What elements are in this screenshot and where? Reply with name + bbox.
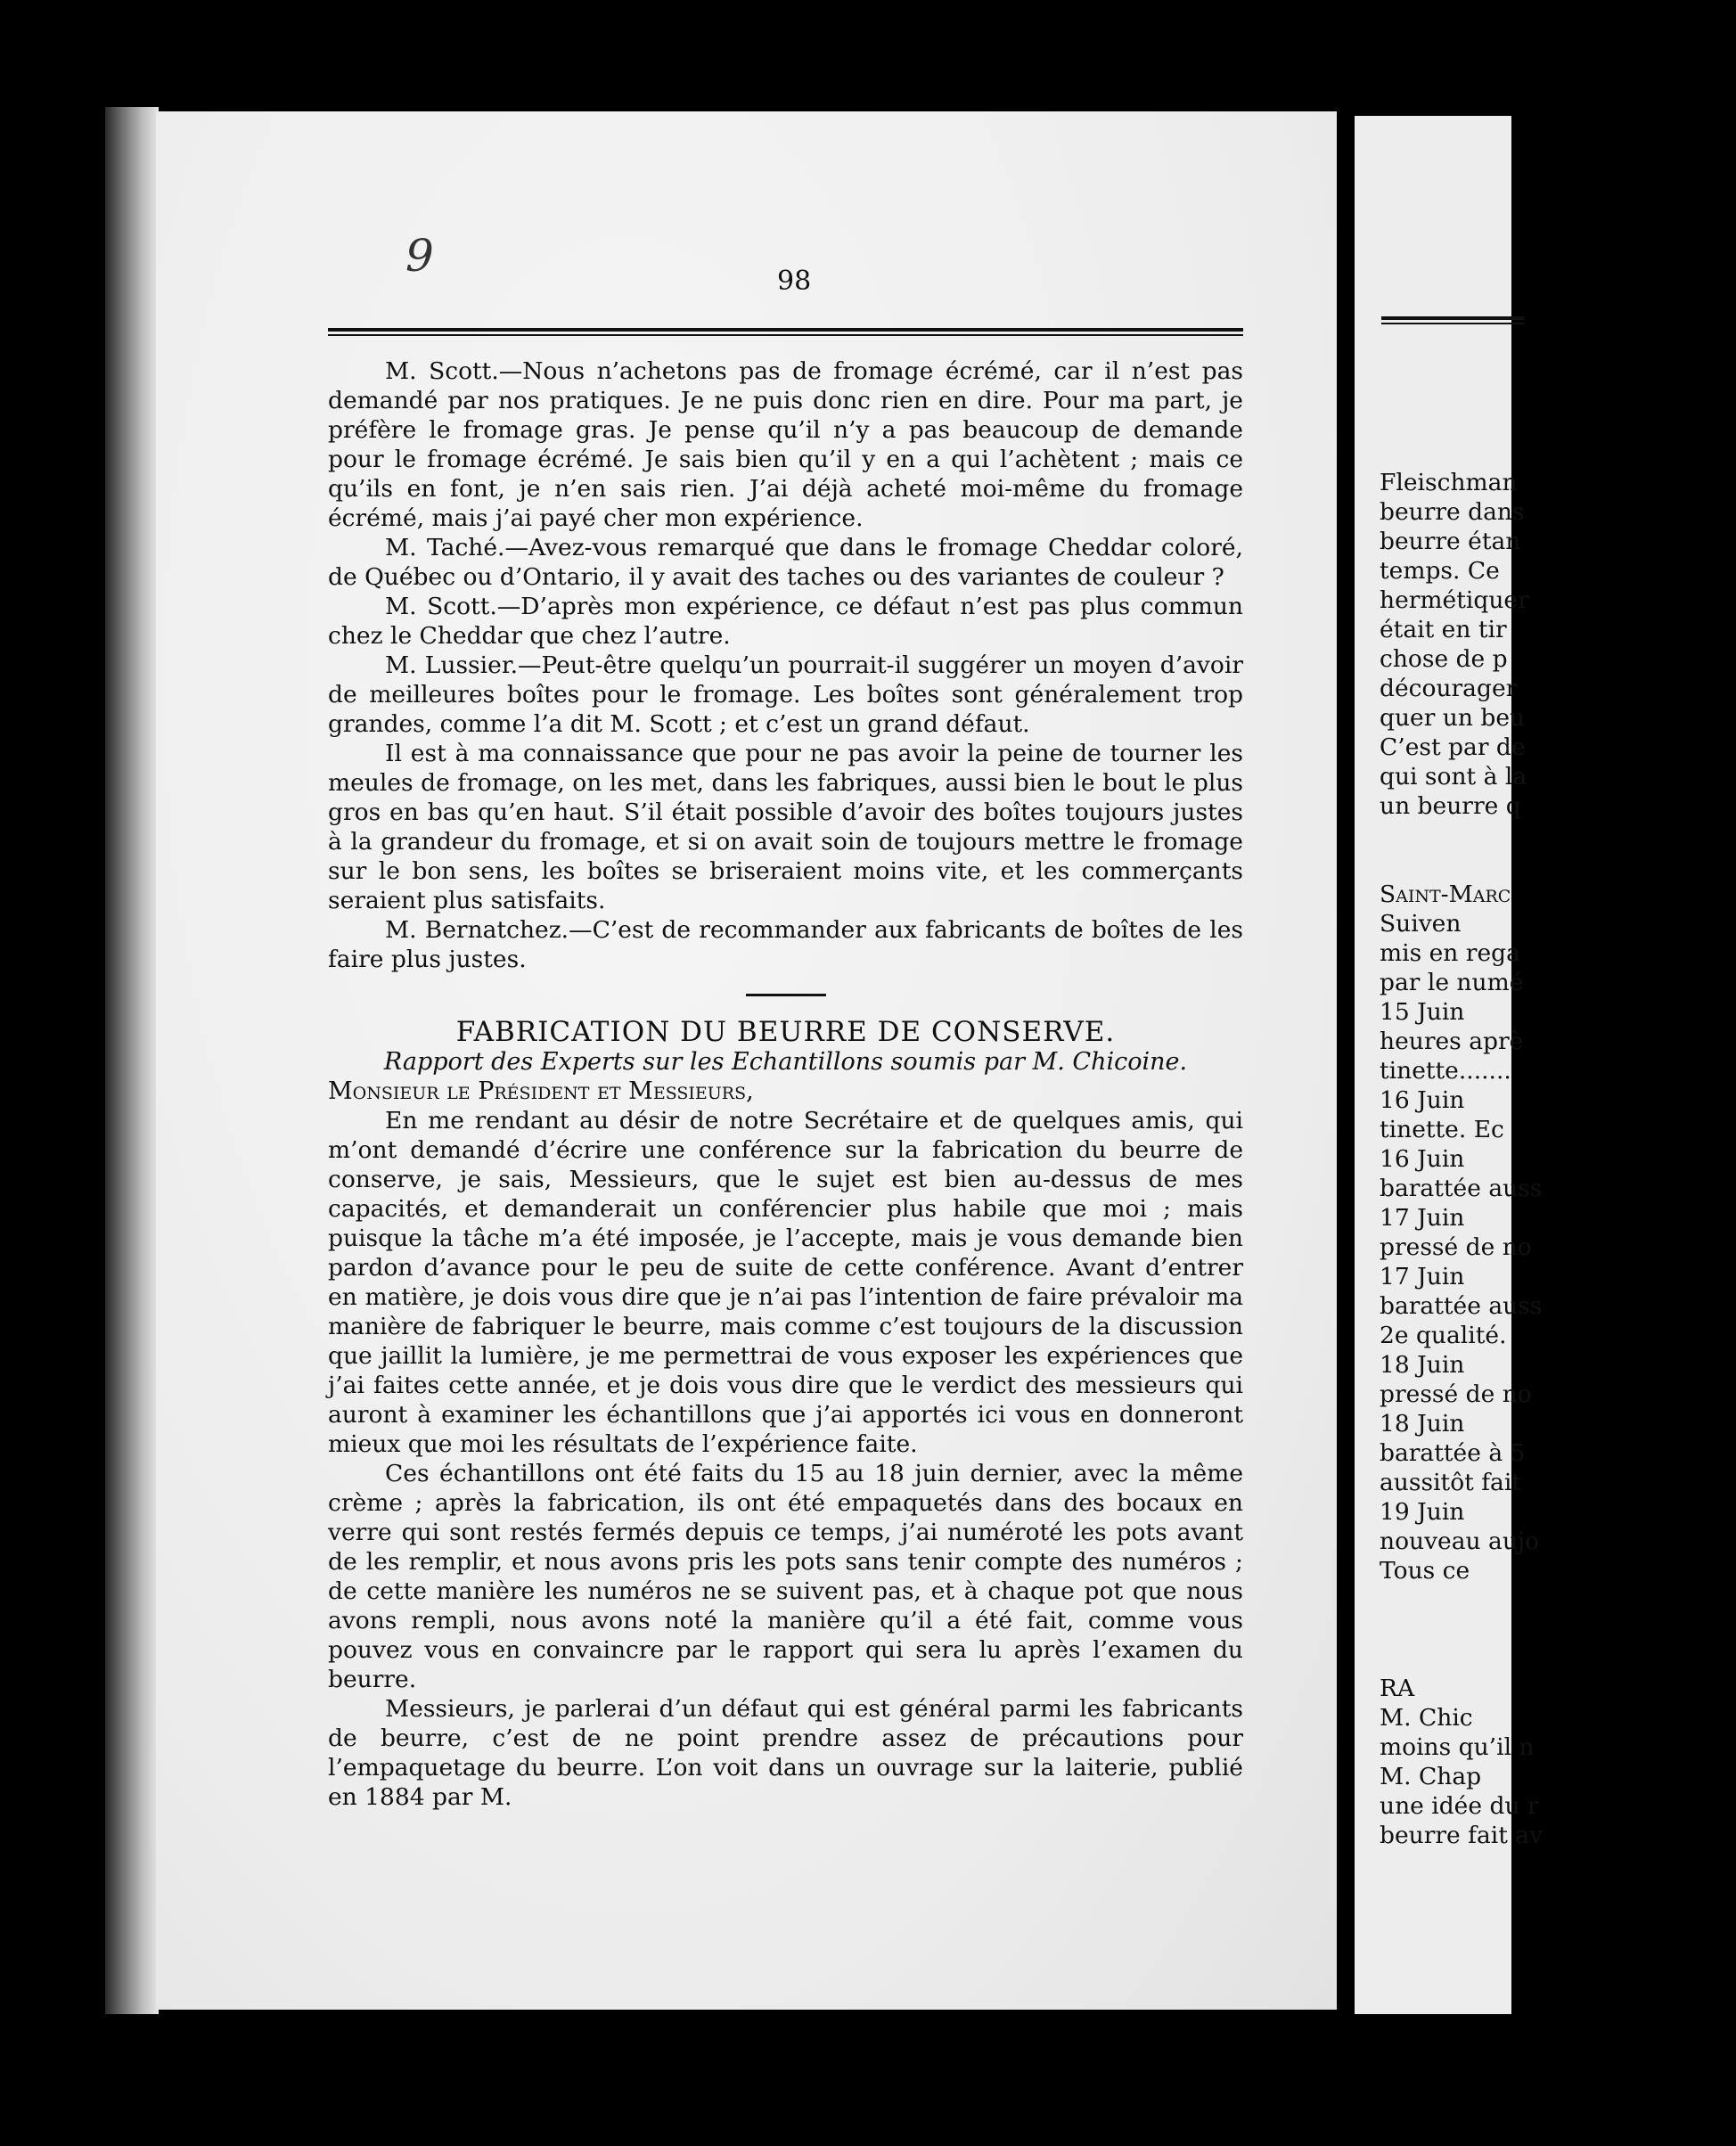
paragraph: M. Taché.—Avez-vous remarqué que dans le fromage Cheddar coloré, de Québec ou d’Ontario, il y avait des taches ou des variantes de couleur ? <box>328 534 1243 591</box>
next-page-line: chose de p <box>1380 645 1508 673</box>
section-subtitle: Rapport des Experts sur les Echantillons soumis par M. Chicoine. <box>383 1048 1188 1076</box>
next-page-line: barattée à 5 <box>1380 1439 1526 1467</box>
next-page-line: Tous ce <box>1380 1557 1470 1585</box>
next-page-line: 15 Juin <box>1380 998 1465 1026</box>
next-page-line <box>1380 821 1736 850</box>
paragraph: M. Scott.—D’après mon expérience, ce défaut n’est pas plus commun chez le Cheddar que chez l’autre. <box>328 593 1243 650</box>
next-page-line: 2e qualité. <box>1380 1322 1507 1349</box>
next-page-line: 17 Juin <box>1380 1263 1465 1290</box>
next-page-line: barattée auss <box>1380 1175 1543 1202</box>
salutation: Monsieur le Président et Messieurs, <box>328 1077 754 1105</box>
next-page-line: M. Chic <box>1380 1704 1473 1732</box>
paragraph: M. Bernatchez.—C’est de recommander aux fabricants de boîtes de les faire plus justes. <box>328 916 1243 973</box>
paragraph: En me rendant au désir de notre Secrétaire et de quelques amis, qui m’ont demandé d’écrire une conférence sur la fabrication du beurre de conserve, je sais, Messieurs, que le sujet est bien au-dessus de mes capacités, et demanderait un conférencier plus habile que moi ; mais puisque la tâche m’a été imposée, je l’accepte, mais je vous demande bien pardon d’avance pour le peu de suite de cette conférence. Avant d’entrer en matière, je dois vous dire que je n’ai pas l’intention de faire prévaloir ma manière de fabriquer le beurre, mais comme c’est toujours de la discussion que jaillit la lumière, je me permettrai de vous exposer les expériences que j’ai faites cette année, et je dois vous dire que le verdict des messieurs qui auront à examiner les échantillons que j’ai apportés ici vous en donneront mieux que moi les résultats de l’expérience faite. <box>328 1107 1243 1458</box>
next-page-line: aussitôt fait <box>1380 1469 1521 1496</box>
next-page-line: tinette. Ec <box>1380 1116 1504 1143</box>
next-page-line: pressé de no <box>1380 1380 1532 1408</box>
next-page-line: barattée auss <box>1380 1292 1543 1320</box>
next-page-line: nouveau aujo <box>1380 1528 1540 1555</box>
next-page-line: RA <box>1380 1675 1415 1702</box>
next-page-line: 18 Juin <box>1380 1351 1465 1379</box>
next-page-text <box>1380 468 1736 1850</box>
section-title: FABRICATION DU BEURRE DE CONSERVE. <box>455 1016 1116 1048</box>
next-page-line: tinette....... <box>1380 1057 1511 1085</box>
next-page-line: heures aprè <box>1380 1028 1524 1055</box>
next-page-line <box>1380 1644 1736 1674</box>
next-page-line: 19 Juin <box>1380 1498 1465 1526</box>
next-page-line: par le numé <box>1380 969 1524 996</box>
book-spine <box>105 107 159 2014</box>
next-page-line: temps. Ce <box>1380 557 1500 585</box>
next-page-line: C’est par de <box>1380 733 1526 761</box>
next-page-fragment <box>1355 116 1544 2014</box>
page-number: 98 <box>777 266 812 297</box>
next-page-line: une idée du r <box>1380 1792 1539 1820</box>
next-page-line: Saint-Marc <box>1380 881 1511 908</box>
next-page-line: 17 Juin <box>1380 1204 1465 1232</box>
next-page-line: Fleischman <box>1380 469 1518 496</box>
next-page-line: qui sont à la <box>1380 763 1527 790</box>
next-page-line <box>1380 1585 1736 1615</box>
paragraph: Ces échantillons ont été faits du 15 au 18 juin dernier, avec la même crème ; après la fabrication, ils ont été empaquetés dans des bocaux en verre qui sont restés fermés depuis ce temps, j’ai numéroté les pots avant de les remplir, et nous avons pris les pots sans tenir compte des numéros ; de cette manière les numéros ne se suivent pas, et à chaque pot que nous avons rempli, nous avons noté la manière qu’il a été fait, comme vous pouvez vous en convaincre par le rapport qui sera lu après l’examen du beurre. <box>328 1460 1243 1693</box>
header-rule <box>328 328 1243 332</box>
next-page-line: quer un beu <box>1380 704 1526 732</box>
next-page-line: beurre dans <box>1380 498 1525 526</box>
next-page-line: 16 Juin <box>1380 1145 1465 1173</box>
header-rule-thin <box>328 334 1243 336</box>
pencil-mark: 9 <box>405 230 434 282</box>
next-page-line: décourager <box>1380 675 1518 702</box>
next-page-line: 16 Juin <box>1380 1086 1465 1114</box>
next-page-line: était en tir <box>1380 616 1507 643</box>
paragraph: M. Lussier.—Peut-être quelqu’un pourrait-il suggérer un moyen d’avoir de meilleures boîtes pour le fromage. Les boîtes sont généralement trop grandes, comme l’a dit M. Scott ; et c’est un grand défaut. <box>328 651 1243 738</box>
next-page-line: beurre fait av <box>1380 1822 1544 1849</box>
next-page-line: pressé de no <box>1380 1233 1532 1261</box>
section-divider <box>746 994 826 996</box>
next-page-rule-thin <box>1381 323 1524 324</box>
main-text <box>328 356 1243 1812</box>
next-page-line: hermétiquer <box>1380 586 1529 614</box>
next-page-line: un beurre q <box>1380 792 1521 820</box>
next-page-line: moins qu’il n <box>1380 1733 1535 1761</box>
next-page-line: mis en rega <box>1380 939 1520 967</box>
next-page-line: Suiven <box>1380 910 1462 938</box>
next-page-line <box>1380 1615 1736 1644</box>
paragraph: M. Scott.—Nous n’achetons pas de fromage écrémé, car il n’est pas demandé par nos pratiques. Je ne puis donc rien en dire. Pour ma part, je préfère le fromage gras. Je pense qu’il n’y a pas beaucoup de demande pour le fromage écrémé. Je sais bien qu’il y en a qui l’achètent ; mais ce qu’ils en font, je n’en sais rien. J’ai déjà acheté moi-même du fromage écrémé, mais j’ai payé cher mon expérience. <box>328 357 1243 532</box>
next-page-line: beurre étan <box>1380 528 1521 555</box>
next-page-rule <box>1381 316 1524 320</box>
next-page-line <box>1380 850 1736 880</box>
next-page-line: 18 Juin <box>1380 1410 1465 1437</box>
paragraph: Messieurs, je parlerai d’un défaut qui est général parmi les fabricants de beurre, c’est de ne point prendre assez de précautions pour l’empaquetage du beurre. L’on voit dans un ouvrage sur la laiterie, publié en 1884 par M. <box>328 1695 1243 1811</box>
paragraph: Il est à ma connaissance que pour ne pas avoir la peine de tourner les meules de fromage, on les met, dans les fabriques, aussi bien le bout le plus gros en bas qu’en haut. S’il était possible d’avoir des boîtes toujours justes à la grandeur du fromage, et si on avait soin de toujours mettre le fromage sur le bon sens, les boîtes se briseraient moins vite, et les commerçants seraient plus satisfaits. <box>328 740 1243 914</box>
next-page-line: M. Chap <box>1380 1763 1482 1790</box>
